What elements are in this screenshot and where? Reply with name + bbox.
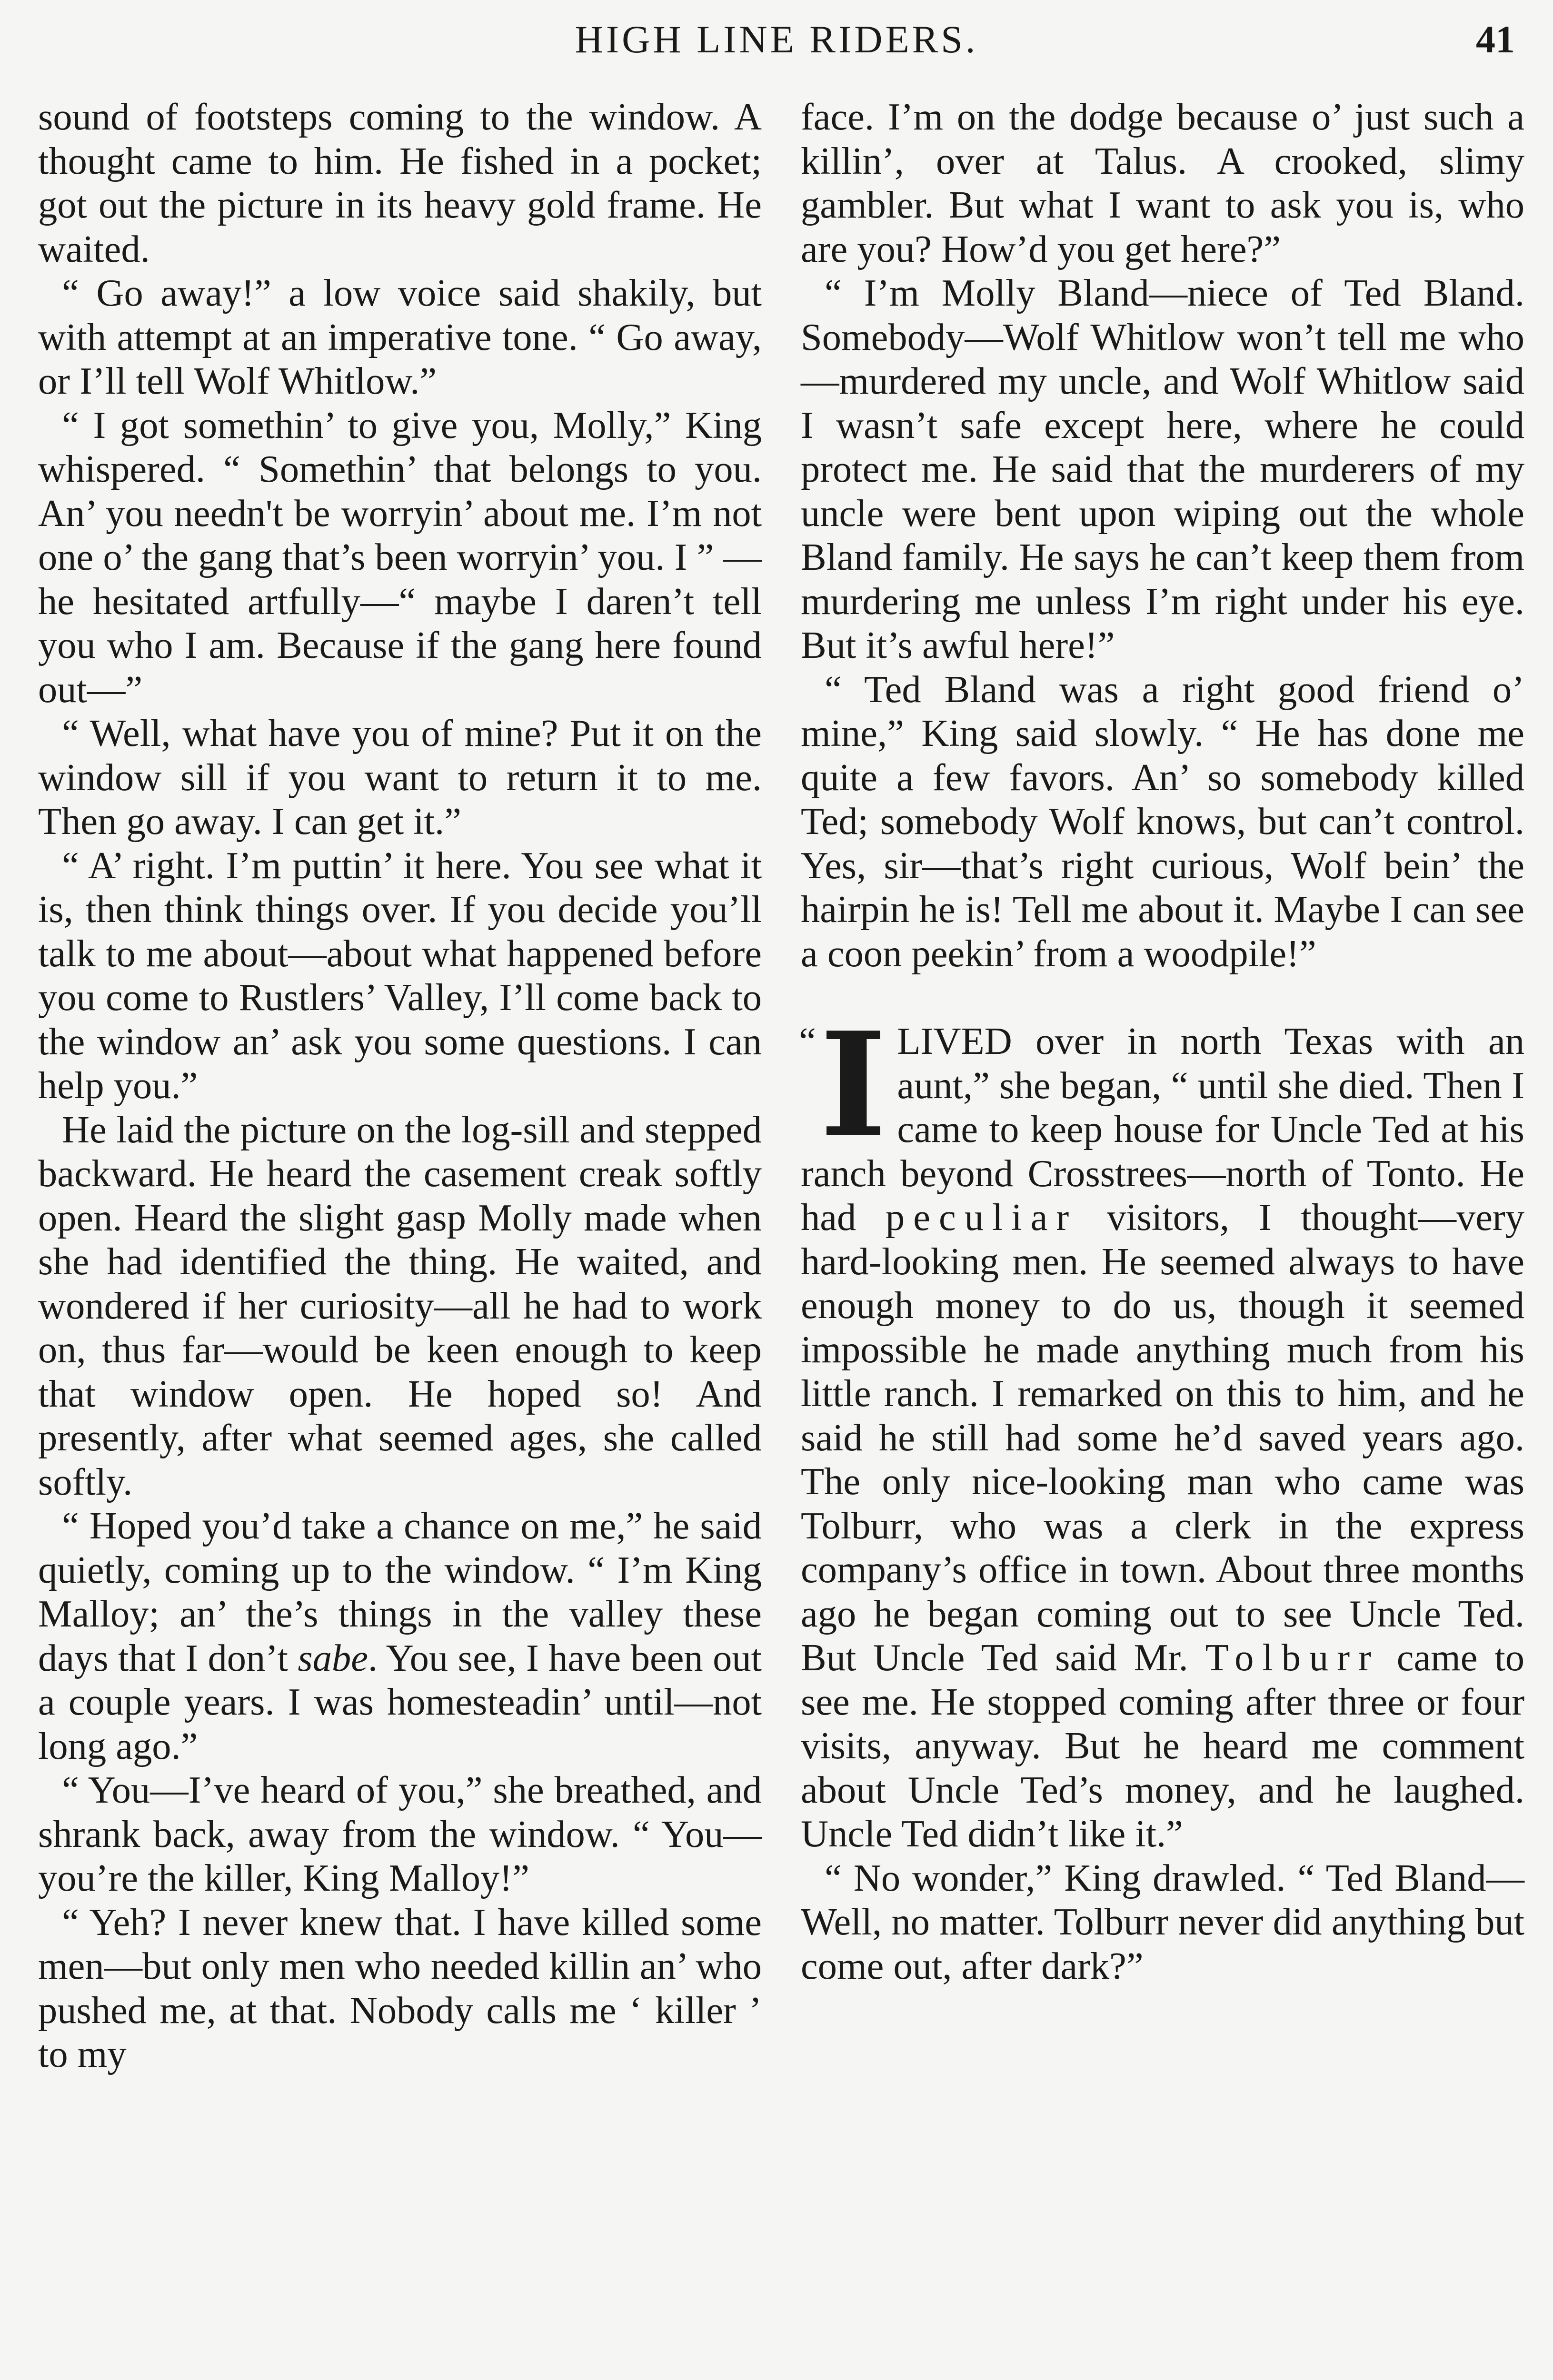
right-column [801, 95, 1524, 1988]
spaced-word: peculiar [885, 1196, 1078, 1239]
paragraph: face. I’m on the dodge because o’ just such a killin’, over at Talus. A crooked, slimy gambler. But what I want to ask you is, who are you? How’d you get here?” [801, 96, 1524, 270]
page-header [38, 13, 1515, 66]
paragraph: “ Yeh? I never knew that. I have killed some men—but only men who needed killin an’ who pushed me, at that. Nobody calls me ‘ killer ’ to my [38, 1901, 762, 2075]
paragraph: “ Well, what have you of mine? Put it on the window sill if you want to return it to me. Then go away. I can get it.” [38, 712, 762, 843]
drop-cap: I [820, 1001, 887, 1169]
page-number: 41 [1476, 18, 1515, 61]
paragraph: “ Ted Bland was a right good friend o’ mine,” King said slowly. “ He has done me quite a few favors. An’ so somebody killed Ted; somebody Wolf knows, but can’t control. Yes, sir—that’s right curious, Wolf bein’ the hairpin he is! Tell me about it. Maybe I can see a coon peekin’ from a woodpile!” [801, 668, 1524, 975]
paragraph: “ No wonder,” King drawled. “ Ted Bland— Well, no matter. Tolburr never did anything but come out, after dark?” [801, 1856, 1524, 1987]
paragraph: “ Go away!” a low voice said shakily, but with attempt at an imperative tone. “ Go away, or I’ll tell Wolf Whitlow.” [38, 272, 762, 402]
paragraph: sound of footsteps coming to the window. A thought came to him. He fished in a pocket; got out the picture in its heavy gold frame. He waited. [38, 96, 762, 270]
section-break [801, 976, 1524, 1020]
paragraph-text: visitors, I thought—very hard-looking men. He seemed always to have enough money to do us, though it seemed impossible he made anything much from his little ranch. I remarked on this to him, and he said he still had some he’d saved years ago. The only nice-looking man who came was Tolburr, who was a clerk in the express company’s office in town. About three months ago he began coming out to see Uncle Ted. But Uncle Ted said Mr. [801, 1196, 1524, 1679]
paragraph-with-drop-cap [799, 1001, 1524, 1856]
paragraph-text: came to see me. He stopped coming after three or four visits, anyway. But he heard me comment about Uncle Ted’s money, and he laughed. Uncle Ted didn’t like it.” [801, 1636, 1524, 1855]
left-column [38, 95, 762, 2077]
paragraph: “ I’m Molly Bland—niece of Ted Bland. Somebody—Wolf Whitlow won’t tell me who—murdered my uncle, and Wolf Whitlow said I wasn’t safe except here, where he could protect me. He said that the murderers of my uncle were bent upon wiping out the whole Bland family. He says he can’t keep them from murdering me unless I’m right under his eye. But it’s awful here!” [801, 272, 1524, 666]
running-head: HIGH LINE RIDERS. [575, 18, 978, 61]
paragraph: “ You—I’ve heard of you,” she breathed, and shrank back, away from the window. “ You—you’re the killer, King Malloy!” [38, 1769, 762, 1899]
opening-quote: “ [799, 1020, 816, 1062]
paragraph-text: “ Hoped you’d take a chance on me,” he said quietly, coming up to the window. “ I’m King Malloy; an’ the’s things in the valley these days that I don’t [38, 1505, 762, 1679]
spaced-word: Tolburr [1205, 1636, 1380, 1679]
paragraph-text: . You see, I have been out a couple years. I was homesteadin’ until—not long ago.” [38, 1636, 762, 1767]
italic-word: sabe [298, 1636, 368, 1679]
paragraph: He laid the picture on the log-sill and stepped backward. He heard the casement creak softly open. Heard the slight gasp Molly made when she had identified the thing. He waited, and wondered if her curiosity—all he had to work on, thus far—would be keen enough to keep that window open. He hoped so! And presently, after what seemed ages, she called softly. [38, 1108, 762, 1503]
paragraph: “ A’ right. I’m puttin’ it here. You see what it is, then think things over. If you decide you’ll talk to me about—about what happened before you come to Rustlers’ Valley, I’ll come back to the window an’ ask you some questions. I can help you.” [38, 844, 762, 1107]
paragraph-text: LIVED over in north Texas with an aunt,” she began, “ until she died. Then I came to keep house for Uncle Ted at his ranch beyond Crosstrees—north of Tonto. He had [801, 1020, 1524, 1239]
paragraph [38, 1504, 762, 1768]
paragraph: “ I got somethin’ to give you, Molly,” King whispered. “ Somethin’ that belongs to you. An’ you needn't be worryin’ about me. I’m not one o’ the gang that’s been worryin’ you. I ” —he hesitated artfully—“ maybe I daren’t tell you who I am. Because if the gang here found out—” [38, 404, 762, 711]
